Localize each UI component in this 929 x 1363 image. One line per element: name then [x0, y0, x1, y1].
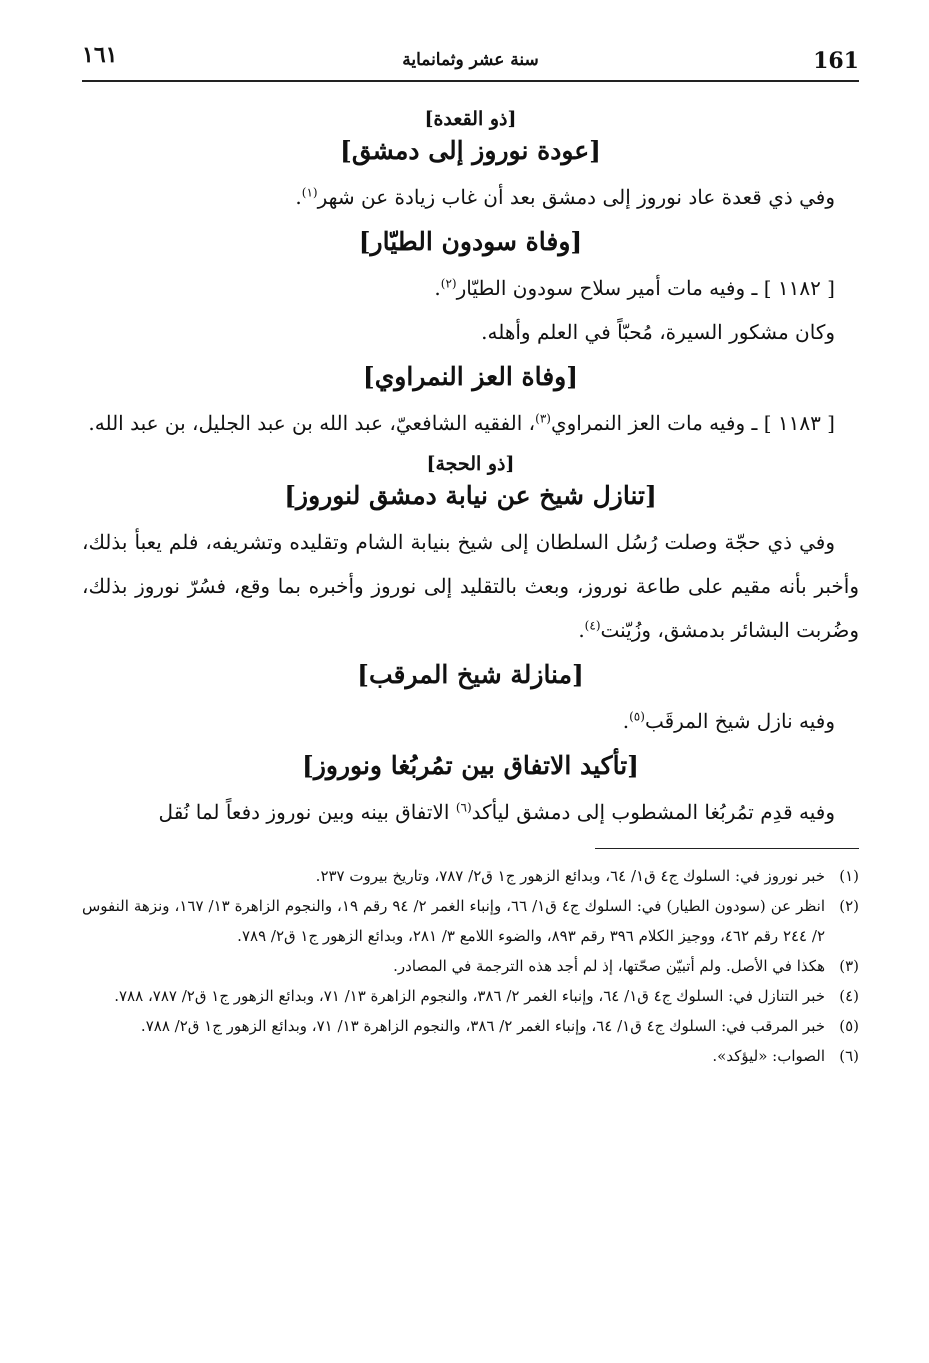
footnote-marker: (٥) [839, 1017, 859, 1035]
paragraph-text: [ ١١٨٢ ] ـ وفيه مات أمير سلاح سودون الطيّار [456, 276, 835, 300]
footnote-text: خبر المرقب في: السلوك ج٤ ق١/ ٦٤، وإنباء الغمر ٢/ ٣٨٦، والنجوم الزاهرة ١٣/ ٧١، وبدائع الزهور ج١ ق٢/ ٧٨٨. [140, 1017, 825, 1035]
footnote-ref: (١) [301, 185, 318, 200]
footnote-separator [595, 848, 859, 849]
section-heading: [منازلة شيخ المرقب] [357, 660, 584, 689]
main-text [82, 82, 859, 834]
section-title: سنة عشر وثمانماية [402, 50, 539, 70]
paragraph-text: وفي ذي قعدة عاد نوروز إلى دمشق بعد أن غاب زيادة عن شهر [317, 185, 835, 209]
footnote-item [82, 891, 859, 951]
footnote-marker: (٤) [839, 987, 859, 1005]
footnote-ref: (٦) [455, 800, 472, 815]
footnote-marker: (٢) [839, 897, 859, 915]
footnotes [82, 861, 859, 1071]
footnote-marker: (١) [839, 867, 859, 885]
paragraph [82, 401, 859, 445]
book-page [82, 40, 859, 1343]
section-heading: [تأكيد الاتفاق بين تمُربُغا ونوروز] [302, 751, 639, 780]
paragraph-text: وفيه قدِم تمُربُغا المشطوب إلى دمشق ليأكد [471, 800, 835, 824]
paragraph [82, 699, 859, 743]
footnote-item [82, 1011, 859, 1041]
section-heading: [عودة نوروز إلى دمشق] [340, 136, 601, 165]
footnote-ref: (٣) [535, 411, 551, 426]
paragraph [82, 520, 859, 652]
footnote-text: هكذا في الأصل. ولم أتبيّن صحّتها، إذ لم أجد هذه الترجمة في المصادر. [393, 957, 825, 975]
footnote-text: خبر التنازل في: السلوك ج٤ ق١/ ٦٤، وإنباء الغمر ٢/ ٣٨٦، والنجوم الزاهرة ١٣/ ٧١، وبدائع الزهور ج١ ق٢/ ٧٨٧، ٧٨٨. [114, 987, 825, 1005]
footnote-ref: (٥) [629, 709, 645, 724]
footnote-text: انظر عن (سودون الطيار) في: السلوك ج٤ ق١/ ٦٦، وإنباء الغمر ٢/ ٩٤ رقم ١٩، والنجوم الزاهرة ١٣/ ١٦٧، ونزهة النفوس ٢/ ٢٤٤ رقم ٤٦٢، ووجيز الكلام ٣٩٦ رقم ٨٩٣، والضوء اللامع ٣/ ٢٨١، وبدائع الزهور ج١ ق٢/ ٧٨٩. [82, 897, 826, 945]
paragraph-end: . [578, 618, 585, 642]
footnote-item [82, 981, 859, 1011]
paragraph-text: [ ١١٨٣ ] ـ وفيه مات العز النمراوي [550, 411, 835, 435]
footnote-item [82, 1041, 859, 1071]
paragraph-text: ، الفقيه الشافعيّ، عبد الله بن عبد الجليل، بن عبد الله. [88, 411, 536, 435]
paragraph-text: الاتفاق بينه وبين نوروز دفعاً لما نُقل [158, 800, 456, 824]
paragraph-text: وفي ذي حجّة وصلت رُسُل السلطان إلى شيخ بنيابة الشام وتقليده وتشريفه، فلم يعبأ بذلك، وأخبر بأنه مقيم على طاعة نوروز، وبعث بالتقليد إلى نوروز وأخبره بما وقع، فسُرّ نوروز بذلك، وضُربت البشائر بدمشق، وزُيّنت [82, 530, 859, 642]
paragraph [82, 175, 859, 219]
footnote-ref: (٢) [440, 276, 457, 291]
paragraph-end: . [295, 185, 302, 209]
month-heading: [ذو الحجة] [426, 453, 515, 475]
footnote-ref: (٤) [584, 618, 601, 633]
section-heading: [تنازل شيخ عن نيابة دمشق لنوروز] [284, 481, 657, 510]
paragraph [82, 790, 859, 834]
page-number-latin: 161 [813, 48, 859, 74]
section-heading: [وفاة العز النمراوي] [362, 362, 579, 391]
footnote-text: الصواب: «ليؤكد». [712, 1047, 825, 1065]
page-number-arabic: ١٦١ [82, 42, 118, 68]
month-heading: [ذو القعدة] [424, 108, 517, 130]
paragraph-end: . [434, 276, 441, 300]
paragraph: وكان مشكور السيرة، مُحبّاً في العلم وأهله. [481, 320, 835, 344]
footnote-marker: (٣) [839, 957, 859, 975]
paragraph [82, 266, 859, 310]
paragraph-text: وفيه نازل شيخ المرقَب [644, 709, 835, 733]
footnote-item [82, 951, 859, 981]
section-heading: [وفاة سودون الطيّار] [358, 227, 583, 256]
footnote-item [82, 861, 859, 891]
footnote-marker: (٦) [839, 1047, 859, 1065]
running-header [82, 40, 859, 82]
paragraph-end: . [622, 709, 630, 733]
footnote-text: خبر نوروز في: السلوك ج٤ ق١/ ٦٤، وبدائع الزهور ج١ ق٢/ ٧٨٧، وتاريخ بيروت ٢٣٧. [315, 867, 825, 885]
